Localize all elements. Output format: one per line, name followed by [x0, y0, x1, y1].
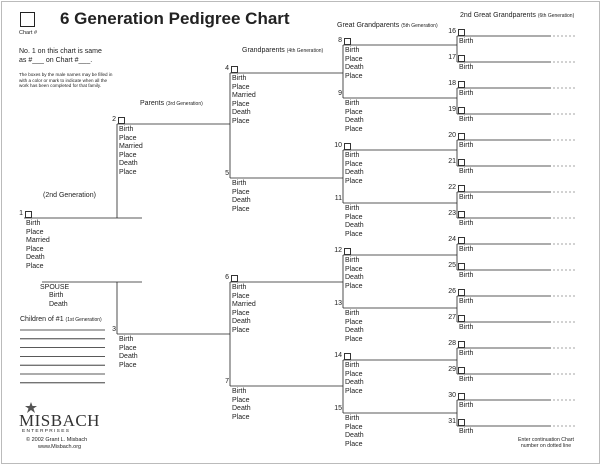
person-number-22: 22: [448, 184, 456, 191]
person-7-place-label: Place: [232, 396, 250, 404]
website: www.Misbach.org: [38, 444, 82, 450]
person-26-birth-label: Birth: [459, 298, 474, 305]
person-number-2: 2: [112, 116, 116, 123]
parents-title-text: Parents: [140, 100, 165, 107]
person-9-birth-label: Birth: [345, 100, 360, 107]
completion-checkbox-10[interactable]: [344, 143, 351, 150]
person-15-place-label: Place: [345, 423, 363, 431]
person-1-married-label: Married: [26, 237, 50, 245]
person-13-place-label: Place: [345, 335, 363, 343]
person-number-6: 6: [225, 274, 229, 281]
person-number-5: 5: [225, 170, 229, 177]
person-9-place-label: Place: [345, 125, 363, 133]
gen2-title-text: (2nd Generation): [43, 192, 96, 199]
same-as-line1: No. 1 on this chart is same: [19, 48, 102, 55]
person-name-field-24[interactable]: [466, 236, 550, 244]
person-name-field-26[interactable]: [466, 288, 550, 296]
person-12-place-label: Place: [345, 265, 363, 273]
person-5-birth-label: Birth: [232, 180, 247, 187]
children-title-text: Children of #1: [20, 316, 64, 323]
person-20-birth-label: Birth: [459, 142, 474, 149]
person-name-field-9[interactable]: [352, 90, 456, 98]
great2-title-small: (6th Generation): [537, 13, 575, 19]
completion-checkbox-29[interactable]: [458, 367, 465, 374]
completion-checkbox-21[interactable]: [458, 159, 465, 166]
person-name-field-20[interactable]: [466, 132, 550, 140]
person-8-place-label: Place: [345, 55, 363, 63]
person-29-birth-label: Birth: [459, 376, 474, 383]
copyright: © 2002 Grant L. Misbach: [26, 437, 88, 443]
completion-checkbox-31[interactable]: [458, 419, 465, 426]
person-number-24: 24: [448, 236, 456, 243]
person-13-death-label: Death: [345, 327, 364, 335]
person-number-3: 3: [112, 326, 116, 333]
person-17-birth-label: Birth: [459, 64, 474, 71]
person-name-field-13[interactable]: [352, 300, 456, 308]
person-number-25: 25: [448, 262, 456, 269]
spouse-death: Death: [49, 301, 68, 308]
person-number-12: 12: [334, 247, 342, 254]
person-21-birth-label: Birth: [459, 168, 474, 175]
person-number-13: 13: [334, 300, 342, 307]
person-2-birth-label: Birth: [119, 126, 134, 133]
person-6-married-label: Married: [232, 301, 256, 309]
person-14-place-label: Place: [345, 387, 363, 395]
person-name-field-21[interactable]: [466, 158, 550, 166]
person-name-field-29[interactable]: [466, 366, 550, 374]
enterprises-text: E N T E R P R I S E S: [22, 429, 69, 434]
person-14-place-label: Place: [345, 370, 363, 378]
person-name-field-28[interactable]: [466, 340, 550, 348]
person-number-9: 9: [338, 90, 342, 97]
person-number-7: 7: [225, 378, 229, 385]
person-name-field-5[interactable]: [239, 170, 342, 178]
person-4-place-label: Place: [232, 83, 250, 91]
person-4-birth-label: Birth: [232, 75, 247, 82]
person-8-death-label: Death: [345, 64, 364, 72]
person-number-23: 23: [448, 210, 456, 217]
person-name-field-10[interactable]: [352, 142, 456, 150]
person-10-place-label: Place: [345, 160, 363, 168]
completion-checkbox-4[interactable]: [231, 66, 238, 73]
person-name-field-7[interactable]: [239, 378, 342, 386]
person-24-birth-label: Birth: [459, 246, 474, 253]
person-number-26: 26: [448, 288, 456, 295]
chart-number-label: Chart #: [19, 30, 38, 36]
person-15-death-label: Death: [345, 432, 364, 440]
person-9-death-label: Death: [345, 117, 364, 125]
completion-checkbox-20[interactable]: [458, 133, 465, 140]
person-4-place-label: Place: [232, 100, 250, 108]
person-name-field-16[interactable]: [466, 28, 550, 36]
person-5-place-label: Place: [232, 205, 250, 213]
person-2-place-label: Place: [119, 151, 137, 159]
grandparents-title-small: (4th Generation): [286, 48, 324, 54]
person-6-place-label: Place: [232, 327, 250, 334]
completion-checkbox-2[interactable]: [118, 117, 125, 124]
completion-checkbox-28[interactable]: [458, 341, 465, 348]
completion-checkbox-8[interactable]: [344, 38, 351, 45]
completion-checkbox-25[interactable]: [458, 263, 465, 270]
person-11-place-label: Place: [345, 230, 363, 238]
completion-note: The boxes by the male names may be filled in with a color or mark to indicate when all the work has been completed for that family.: [19, 72, 113, 89]
person-number-11: 11: [334, 195, 342, 202]
person-name-field-8[interactable]: [352, 37, 456, 45]
person-name-field-31[interactable]: [466, 418, 550, 426]
completion-checkbox-17[interactable]: [458, 55, 465, 62]
person-13-birth-label: Birth: [345, 310, 360, 317]
person-number-20: 20: [448, 132, 456, 139]
person-3-birth-label: Birth: [119, 336, 134, 343]
person-31-birth-label: Birth: [459, 428, 474, 435]
completion-checkbox-24[interactable]: [458, 237, 465, 244]
grandparents-title-text: Grandparents: [242, 47, 285, 54]
person-3-death-label: Death: [119, 353, 138, 361]
great-title-text: Great Grandparents: [337, 22, 400, 29]
person-name-field-14[interactable]: [352, 352, 456, 360]
completion-checkbox-1[interactable]: [25, 211, 32, 218]
person-11-birth-label: Birth: [345, 205, 360, 212]
continuation-note: Enter continuation Chart number on dotted line: [518, 437, 574, 450]
person-number-4: 4: [225, 65, 229, 72]
person-name-field-27[interactable]: [466, 314, 550, 322]
person-name-field-23[interactable]: [466, 210, 550, 218]
person-name-field-12[interactable]: [352, 247, 456, 255]
person-9-place-label: Place: [345, 108, 363, 116]
person-number-17: 17: [448, 54, 456, 61]
same-as-line2: as #___ on Chart #___.: [19, 57, 93, 64]
person-8-birth-label: Birth: [345, 47, 360, 54]
person-number-18: 18: [448, 80, 456, 87]
completion-checkbox-27[interactable]: [458, 315, 465, 322]
person-number-27: 27: [448, 314, 456, 321]
person-7-place-label: Place: [232, 413, 250, 421]
person-23-birth-label: Birth: [459, 220, 474, 227]
person-4-place-label: Place: [232, 118, 250, 125]
misbach-logo: MISBACH: [19, 411, 100, 430]
person-name-field-1[interactable]: [33, 210, 141, 218]
person-2-place-label: Place: [119, 134, 137, 142]
person-number-14: 14: [334, 352, 342, 359]
person-4-married-label: Married: [232, 92, 256, 100]
person-number-16: 16: [448, 28, 456, 35]
person-15-place-label: Place: [345, 440, 363, 448]
person-11-place-label: Place: [345, 213, 363, 221]
person-3-place-label: Place: [119, 344, 137, 352]
person-10-place-label: Place: [345, 177, 363, 185]
person-2-death-label: Death: [119, 160, 138, 168]
person-2-married-label: Married: [119, 143, 143, 151]
completion-checkbox-12[interactable]: [344, 248, 351, 255]
person-name-field-2[interactable]: [126, 116, 229, 124]
person-7-death-label: Death: [232, 405, 251, 413]
completion-checkbox-16[interactable]: [458, 29, 465, 36]
person-6-death-label: Death: [232, 318, 251, 326]
great2-title-text: 2nd Great Grandparents: [460, 12, 536, 19]
person-5-death-label: Death: [232, 197, 251, 205]
person-10-birth-label: Birth: [345, 152, 360, 159]
page-title: 6 Generation Pedigree Chart: [60, 9, 290, 28]
person-28-birth-label: Birth: [459, 350, 474, 357]
person-name-field-22[interactable]: [466, 184, 550, 192]
completion-checkbox-26[interactable]: [458, 289, 465, 296]
person-number-19: 19: [448, 106, 456, 113]
person-1-place-label: Place: [26, 228, 44, 236]
person-25-birth-label: Birth: [459, 272, 474, 279]
person-12-death-label: Death: [345, 274, 364, 282]
person-name-field-3[interactable]: [126, 326, 229, 334]
completion-checkbox-30[interactable]: [458, 393, 465, 400]
person-name-field-19[interactable]: [466, 106, 550, 114]
person-1-death-label: Death: [26, 254, 45, 262]
person-1-place-label: Place: [26, 263, 44, 270]
person-3-place-label: Place: [119, 361, 137, 369]
children-title-small: (1st Generation): [65, 317, 102, 323]
person-6-place-label: Place: [232, 309, 250, 317]
person-7-birth-label: Birth: [232, 388, 247, 395]
parents-title-small: (3rd Generation): [166, 101, 203, 107]
person-6-place-label: Place: [232, 292, 250, 300]
spouse-label: SPOUSE: [40, 284, 70, 291]
person-number-21: 21: [448, 158, 456, 165]
person-14-death-label: Death: [345, 379, 364, 387]
spouse-birth: Birth: [49, 292, 64, 299]
person-number-8: 8: [338, 37, 342, 44]
person-13-place-label: Place: [345, 318, 363, 326]
person-name-field-25[interactable]: [466, 262, 550, 270]
person-18-birth-label: Birth: [459, 90, 474, 97]
completion-checkbox-23[interactable]: [458, 211, 465, 218]
person-10-death-label: Death: [345, 169, 364, 177]
person-number-15: 15: [334, 405, 342, 412]
person-8-place-label: Place: [345, 72, 363, 80]
person-name-field-30[interactable]: [466, 392, 550, 400]
person-6-birth-label: Birth: [232, 284, 247, 291]
person-name-field-15[interactable]: [352, 405, 456, 413]
person-27-birth-label: Birth: [459, 324, 474, 331]
person-22-birth-label: Birth: [459, 194, 474, 201]
completion-checkbox-22[interactable]: [458, 185, 465, 192]
person-number-29: 29: [448, 366, 456, 373]
person-number-30: 30: [448, 392, 456, 399]
person-name-field-4[interactable]: [239, 65, 342, 73]
person-1-place-label: Place: [26, 245, 44, 253]
person-number-31: 31: [448, 418, 456, 425]
person-5-place-label: Place: [232, 188, 250, 196]
person-30-birth-label: Birth: [459, 402, 474, 409]
person-name-field-6[interactable]: [239, 274, 342, 282]
person-4-death-label: Death: [232, 109, 251, 117]
person-name-field-17[interactable]: [466, 54, 550, 62]
person-number-1: 1: [19, 210, 23, 217]
great-title-small: (5th Generation): [401, 23, 438, 29]
completion-checkbox-18[interactable]: [458, 81, 465, 88]
person-number-10: 10: [334, 142, 342, 149]
person-19-birth-label: Birth: [459, 116, 474, 123]
person-name-field-18[interactable]: [466, 80, 550, 88]
person-12-birth-label: Birth: [345, 257, 360, 264]
completion-checkbox-14[interactable]: [344, 353, 351, 360]
person-number-28: 28: [448, 340, 456, 347]
person-11-death-label: Death: [345, 222, 364, 230]
person-12-place-label: Place: [345, 282, 363, 290]
person-16-birth-label: Birth: [459, 38, 474, 45]
completion-checkbox-6[interactable]: [231, 275, 238, 282]
person-2-place-label: Place: [119, 169, 137, 176]
person-name-field-11[interactable]: [352, 195, 456, 203]
person-1-birth-label: Birth: [26, 220, 41, 227]
person-15-birth-label: Birth: [345, 415, 360, 422]
person-14-birth-label: Birth: [345, 362, 360, 369]
completion-checkbox-19[interactable]: [458, 107, 465, 114]
